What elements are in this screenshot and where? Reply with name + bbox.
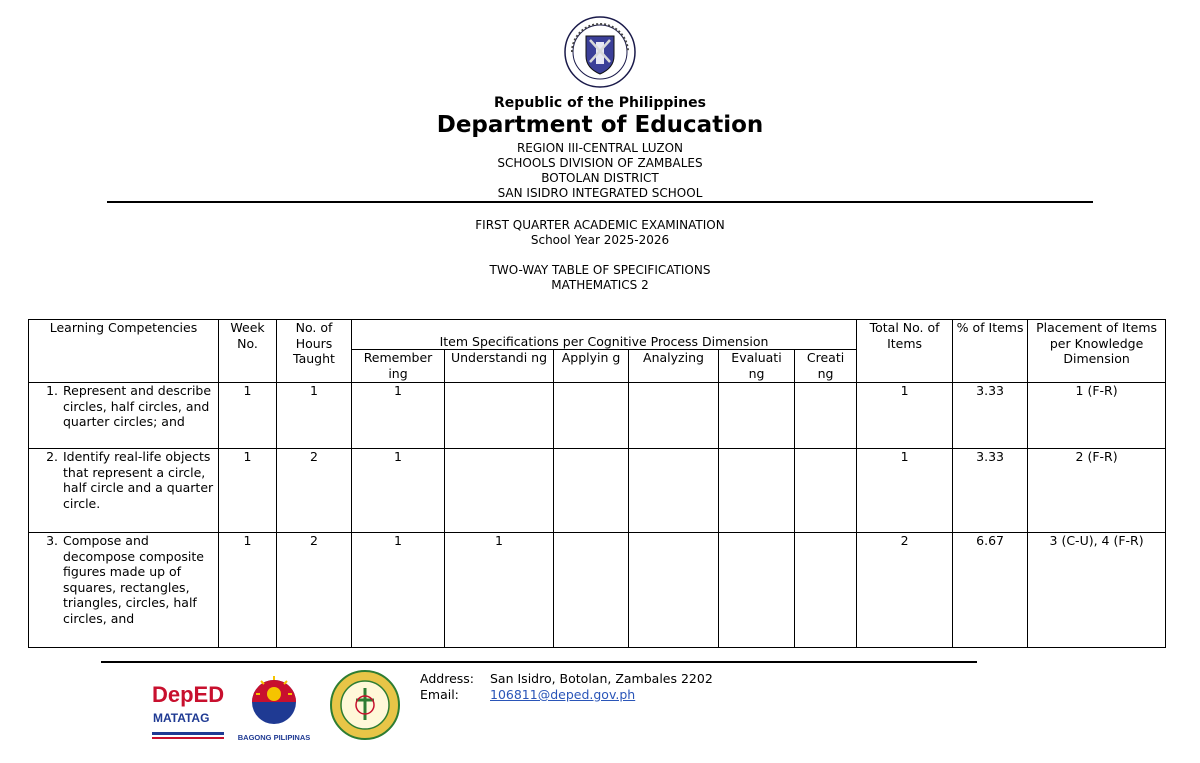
percent-cell: 6.67 [953,533,1028,648]
applying-cell [554,533,629,648]
remembering-cell: 1 [352,533,445,648]
hours-cell: 2 [277,449,352,533]
competency-text: Represent and describe circles, half circles, and quarter circles; and [63,383,212,429]
header-placement: Placement of Items per Knowledge Dimension [1028,320,1166,383]
header-remembering: Remember ing [352,350,445,383]
total-cell: 1 [857,383,953,449]
header-applying: Applyin g [554,350,629,383]
evaluating-cell [719,533,795,648]
header-evaluating: Evaluati ng [719,350,795,383]
week-cell: 1 [219,533,277,648]
email-label: Email: [420,687,459,702]
region-line: REGION III-CENTRAL LUZON [516,141,684,155]
competency-number: 1. [46,383,58,398]
placement-cell: 1 (F-R) [1028,383,1166,449]
placement-cell: 3 (C-U), 4 (F-R) [1028,533,1166,648]
header-creating: Creati ng [795,350,857,383]
header-week: Week No. [219,320,277,383]
total-cell: 1 [857,449,953,533]
school-year: School Year 2025-2026 [530,233,670,247]
exam-title: FIRST QUARTER ACADEMIC EXAMINATION [475,218,725,232]
competency-cell [29,383,219,449]
table-row [29,383,1166,449]
hours-cell: 1 [277,383,352,449]
percent-cell: 3.33 [953,383,1028,449]
deped-seal-icon [564,16,636,88]
table-row [29,449,1166,533]
creating-cell [795,383,857,449]
placement-cell: 2 (F-R) [1028,449,1166,533]
deped-logo-text: DepED [152,682,225,707]
header-hours: No. of Hours Taught [277,320,352,383]
header-understanding: Understandi ng [445,350,554,383]
creating-cell [795,533,857,648]
district-line: BOTOLAN DISTRICT [541,171,659,185]
analyzing-cell [629,383,719,449]
tos-title: TWO-WAY TABLE OF SPECIFICATIONS [489,263,711,277]
bagong-pilipinas-logo-icon [236,672,312,744]
deped-matatag-logo-icon [150,676,228,742]
competency-number: 3. [46,533,58,548]
subject-title: MATHEMATICS 2 [551,278,649,292]
understanding-cell [445,383,554,449]
week-cell: 1 [219,383,277,449]
competency-cell [29,533,219,648]
percent-cell: 3.33 [953,449,1028,533]
header-percent: % of Items [953,320,1028,383]
header-competencies: Learning Competencies [29,320,219,383]
applying-cell [554,449,629,533]
header-dimension: Item Specifications per Cognitive Process Dimension [352,320,857,350]
understanding-cell [445,449,554,533]
remembering-cell: 1 [352,383,445,449]
footer-divider [101,661,977,663]
department-title: Department of Education [436,112,764,138]
evaluating-cell [719,449,795,533]
school-line: SAN ISIDRO INTEGRATED SCHOOL [497,186,703,200]
header-divider [107,201,1093,203]
hours-cell: 2 [277,533,352,648]
week-cell: 1 [219,449,277,533]
footer-contact [420,671,713,703]
header-analyzing: Analyzing [629,350,719,383]
table-header-row [29,320,1166,350]
address-value: San Isidro, Botolan, Zambales 2202 [490,671,713,686]
creating-cell [795,449,857,533]
email-link[interactable]: 106811@deped.gov.ph [490,687,636,702]
remembering-cell: 1 [352,449,445,533]
address-label: Address: [420,671,474,686]
competency-number: 2. [46,449,58,464]
analyzing-cell [629,449,719,533]
evaluating-cell [719,383,795,449]
division-line: SCHOOLS DIVISION OF ZAMBALES [497,156,703,170]
analyzing-cell [629,533,719,648]
total-cell: 2 [857,533,953,648]
understanding-cell: 1 [445,533,554,648]
school-seal-icon [330,670,400,740]
matatag-logo-text: MATATAG [153,711,210,725]
applying-cell [554,383,629,449]
competency-text: Compose and decompose composite figures made up of squares, rectangles, triangles, circles, half circles, and [63,533,204,626]
header-total: Total No. of Items [857,320,953,383]
republic-heading: Republic of the Philippines [494,95,706,111]
table-row [29,533,1166,648]
specification-table [28,319,1166,648]
competency-cell [29,449,219,533]
bagong-pilipinas-text: BAGONG PILIPINAS [237,733,311,742]
competency-text: Identify real-life objects that represent a circle, half circle and a quarter circle. [63,449,214,511]
